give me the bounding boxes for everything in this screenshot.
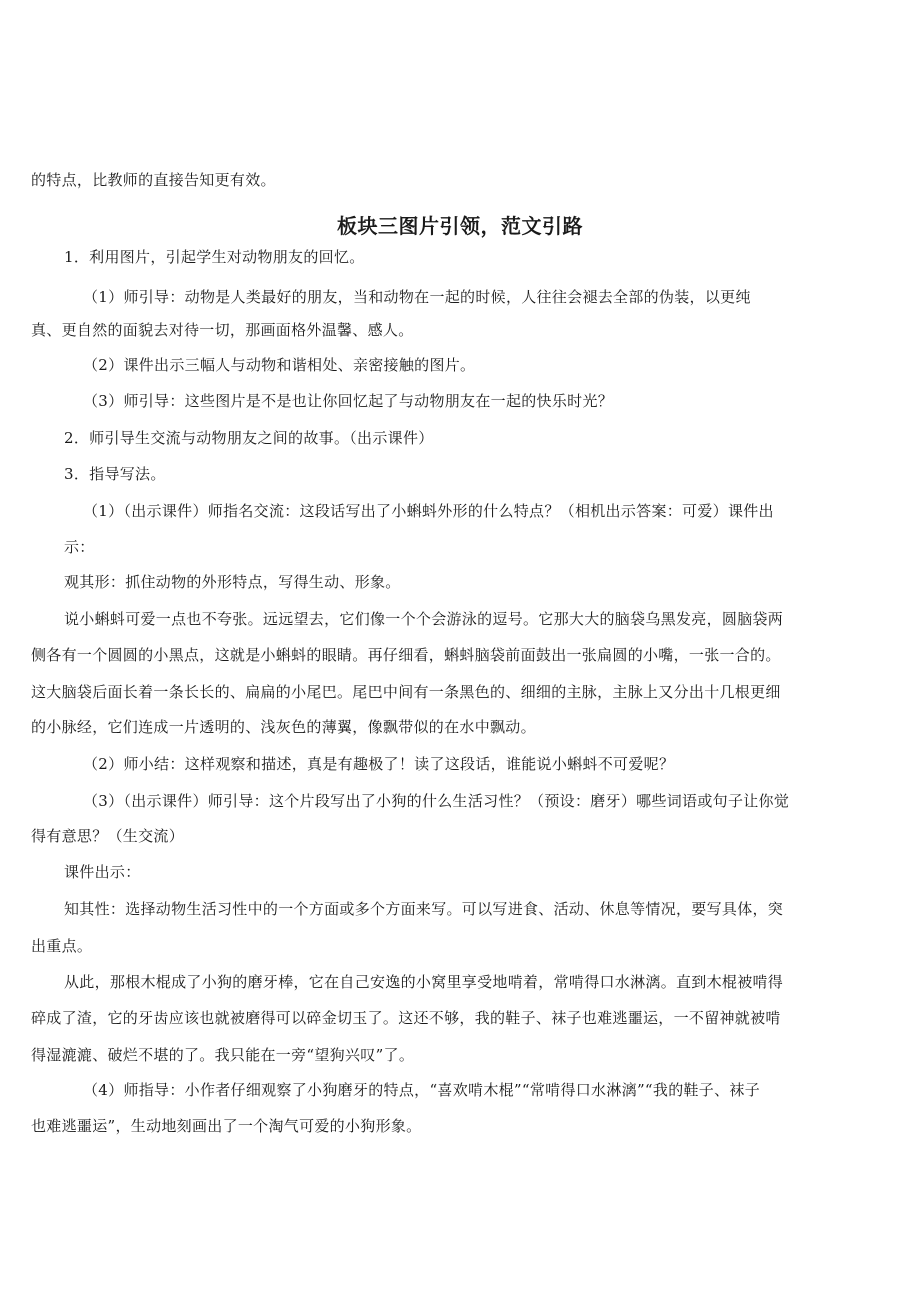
- text-line: （1）（出示课件）师指名交流：这段话写出了小蝌蚪外形的什么特点？（相机出示答案：可爱）课件出: [83, 502, 774, 520]
- text-line: 知其性：选择动物生活习性中的一个方面或多个方面来写。可以写进食、活动、休息等情况，要写具体，突: [64, 900, 784, 918]
- text-line: 得有意思？（生交流）: [31, 827, 185, 845]
- text-line: （1）师引导：动物是人类最好的朋友，当和动物在一起的时候，人往往会褪去全部的伪装，以更纯: [83, 288, 751, 306]
- text-line: 出重点。: [31, 937, 93, 955]
- text-line: 从此，那根木棍成了小狗的磨牙棒，它在自己安逸的小窝里享受地啃着，常啃得口水淋漓。直到木棍被啃得: [64, 973, 784, 991]
- list-item: 2．师引导生交流与动物朋友之间的故事。（出示课件）: [64, 429, 434, 447]
- text-line: 的小脉经，它们连成一片透明的、浅灰色的薄翼，像飘带似的在水中飘动。: [31, 718, 536, 736]
- text-line: （3）（出示课件）师引导：这个片段写出了小狗的什么生活习性？（预设：磨牙）哪些词语或句子让你觉: [83, 792, 790, 810]
- text-line: 得湿漉漉、破烂不堪的了。我只能在一旁“望狗兴叹”了。: [31, 1046, 415, 1064]
- text-line: 课件出示：: [64, 863, 141, 881]
- text-line: （3）师引导：这些图片是不是也让你回忆起了与动物朋友在一起的快乐时光？: [83, 392, 614, 410]
- text-line: 示：: [64, 538, 95, 556]
- text-line: 侧各有一个圆圆的小黑点，这就是小蝌蚪的眼睛。再仔细看，蝌蚪脑袋前面鼓出一张扁圆的小嘴，一张一合的。: [31, 646, 781, 664]
- text-line: 也难逃噩运”，生动地刻画出了一个淘气可爱的小狗形象。: [31, 1117, 422, 1135]
- text-line: 的特点，比教师的直接告知更有效。: [31, 171, 276, 189]
- list-item: 3．指导写法。: [64, 465, 166, 483]
- text-line: 观其形：抓住动物的外形特点，写得生动、形象。: [64, 573, 401, 591]
- section-title: 板块三图片引领，范文引路: [337, 214, 583, 238]
- list-item: 1．利用图片，引起学生对动物朋友的回忆。: [64, 248, 365, 266]
- text-line: （4）师指导：小作者仔细观察了小狗磨牙的特点，“喜欢啃木棍”“常啃得口水淋漓”“我的鞋子、袜子: [83, 1081, 760, 1099]
- text-line: 碎成了渣，它的牙齿应该也就被磨得可以碎金切玉了。这还不够，我的鞋子、袜子也难逃噩运，一不留神就被啃: [31, 1009, 781, 1027]
- text-line: （2）师小结：这样观察和描述，真是有趣极了！读了这段话，谁能说小蝌蚪不可爱呢？: [83, 755, 675, 773]
- text-line: 真、更自然的面貌去对待一切，那画面格外温馨、感人。: [31, 321, 414, 339]
- text-line: 说小蝌蚪可爱一点也不夸张。远远望去，它们像一个个会游泳的逗号。它那大大的脑袋乌黑发亮，圆脑袋两: [64, 610, 784, 628]
- text-line: （2）课件出示三幅人与动物和谐相处、亲密接触的图片。: [83, 356, 476, 374]
- text-line: 这大脑袋后面长着一条长长的、扁扁的小尾巴。尾巴中间有一条黑色的、细细的主脉，主脉上又分出十几根更细: [31, 683, 781, 701]
